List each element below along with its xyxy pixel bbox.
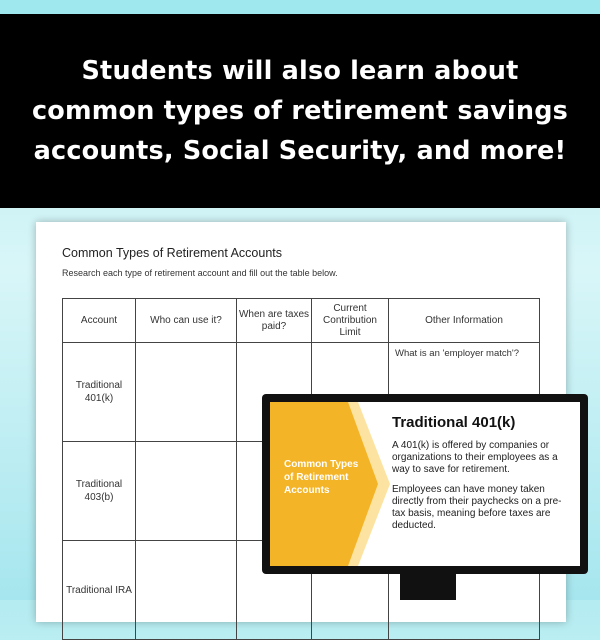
table-header-row [63, 299, 540, 343]
worksheet-instructions: Research each type of retirement account and fill out the table below. [62, 268, 338, 278]
slide-body [392, 440, 572, 540]
slide-title: Traditional 401(k) [392, 414, 516, 431]
slide-screen [270, 402, 580, 566]
headline-text: Students will also learn about common types of retirement savings accounts, Social Security, and more! [31, 56, 569, 166]
table-cell [136, 541, 237, 640]
row-account-name: Traditional 401(k) [63, 343, 136, 442]
other-info-prompt: What is an 'employer match'? [395, 348, 520, 359]
slide-paragraph: A 401(k) is offered by companies or organizations to their employees as a way to save for retirement. [392, 440, 558, 475]
top-color-strip [0, 0, 600, 14]
headline-banner [0, 14, 600, 208]
slide-paragraph: Employees can have money taken directly from their paychecks on a pre-tax basis, meaning before taxes are deducted. [392, 484, 562, 531]
column-header-who: Who can use it? [136, 299, 237, 343]
monitor-stand [400, 572, 456, 600]
column-header-taxes: When are taxes paid? [237, 299, 312, 343]
column-header-other: Other Information [389, 299, 540, 343]
monitor-frame [262, 394, 588, 574]
table-cell [136, 442, 237, 541]
table-cell [136, 343, 237, 442]
worksheet-title: Common Types of Retirement Accounts [62, 246, 283, 260]
row-account-name: Traditional IRA [63, 541, 136, 640]
column-header-account: Account [63, 299, 136, 343]
row-account-name: Traditional 403(b) [63, 442, 136, 541]
column-header-limit: Current Contribution Limit [312, 299, 389, 343]
slide-section-label: Common Types of Retirement Accounts [284, 459, 359, 496]
